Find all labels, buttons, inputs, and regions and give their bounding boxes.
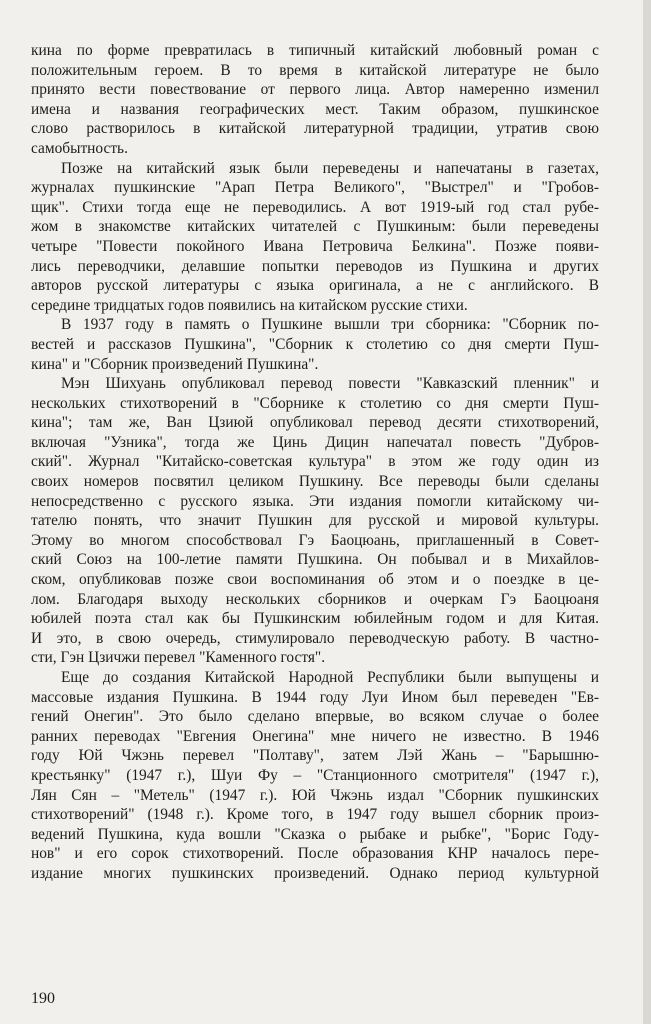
text-line: кина" и "Сборник произведений Пушкина". [31,355,319,373]
text-line: самобытность. [31,139,128,157]
text-line: четыре "Повести покойного Ивана Петровича Белкина". Позже появи- [31,237,599,255]
text-line: ский". Журнал "Китайско-советская культура" в этом же году один из [31,453,599,471]
text-line: включая "Узника", тогда же Цинь Дицин напечатал повесть "Дубров- [31,433,599,451]
text-line: ведений Пушкина, куда вошли "Сказка о рыбаке и рыбке", "Борис Году- [31,825,599,843]
text-line: Еще до создания Китайской Народной Республики были выпущены и [61,669,599,686]
text-line: вестей и рассказов Пушкина", "Сборник к столетию со дня смерти Пуш- [31,335,599,353]
text-line: середине тридцатых годов появились на китайском русские стихи. [31,296,468,314]
text-line: массовые издания Пушкина. В 1944 году Луи Ином был переведен "Ев- [31,688,599,706]
text-line: лись переводчики, делавшие попытки переводов из Пушкина и других [31,257,599,275]
text-line: стихотворений" (1948 г.). Кроме того, в 1947 году вышел сборник произ- [31,806,599,824]
text-line: непосредственно с русского языка. Эти издания помогли китайскому чи- [31,492,599,510]
text-line: сти, Гэн Цзичжи перевел "Каменного гостя". [31,649,326,667]
text-line: имена и названия географических мест. Таким образом, пушкинское [31,100,599,118]
text-line: Мэн Шихуань опубликовал перевод повести "Кавказский пленник" и [61,375,599,393]
text-line: ском, опубликовав позже свои воспоминания об этом и о поездке в це- [31,571,599,589]
text-line: слово растворилось в китайской литературной традиции, утратив свою [31,120,599,138]
text-line: В 1937 году в память о Пушкине вышли три сборника: "Сборник по- [61,316,599,334]
text-line: кина по форме превратилась в типичный китайский любовный роман с [31,42,599,59]
text-line: лом. Благодаря выходу нескольких сборников и очеркам Гэ Баоцюаня [31,590,599,608]
text-line: нов" и его сорок стихотворений. После образования КНР началось пере- [31,845,599,863]
body-text [31,41,599,884]
text-line: журналах пушкинские "Арап Петра Великого", "Выстрел" и "Гробов- [31,179,599,197]
page-number: 190 [31,990,55,1007]
text-line: кина"; там же, Ван Цзиюй опубликовал перевод десяти стихотворений, [31,414,599,432]
text-line: жом в знакомстве китайских читателей с Пушкиным: были переведены [31,218,599,236]
text-line: тателю понять, что значит Пушкин для русской и мировой культуры. [31,512,599,530]
text-line: нескольких стихотворений в "Сборнике к столетию со дня смерти Пуш- [31,394,599,412]
text-line: Этому во многом способствовал Гэ Баоцюань, приглашенный в Совет- [31,531,599,549]
text-line: ранних переводах "Евгения Онегина" мне ничего не известно. В 1946 [31,727,599,745]
text-line: Позже на китайский язык были переведены и напечатаны в газетах, [61,159,599,177]
text-line: ский Союз на 100-летие памяти Пушкина. Он побывал и в Михайлов- [31,551,599,569]
text-line: году Юй Чжэнь перевел "Полтаву", затем Лэй Жань – "Барышню- [31,747,599,765]
text-line: юбилей поэта стал как бы Пушкинским юбилейным годом и для Китая. [31,610,599,628]
text-line: положительным героем. В то время в китайской литературе не было [31,61,599,79]
text-line: гений Онегин". Это было сделано впервые, во всяком случае о более [31,708,599,726]
text-line: И это, в свою очередь, стимулировало переводческую работу. В частно- [31,629,599,647]
text-line: принято вести повествование от первого лица. Автор намеренно изменил [31,81,599,99]
text-line: авторов русской литературы с языка оригинала, а не с английского. В [31,277,599,295]
text-line: Лян Сян – "Метель" (1947 г.). Юй Чжэнь издал "Сборник пушкинских [31,786,599,804]
text-line: щик". Стихи тогда еще не переводились. А вот 1919-ый год стал рубе- [31,198,599,216]
text-line: издание многих пушкинских произведений. Однако период культурной [31,864,599,882]
text-line: крестьянку" (1947 г.), Шуи Фу – "Станционного смотрителя" (1947 г.), [31,766,599,784]
text-line: своих номеров посвятил целиком Пушкину. Все переводы были сделаны [31,473,599,491]
